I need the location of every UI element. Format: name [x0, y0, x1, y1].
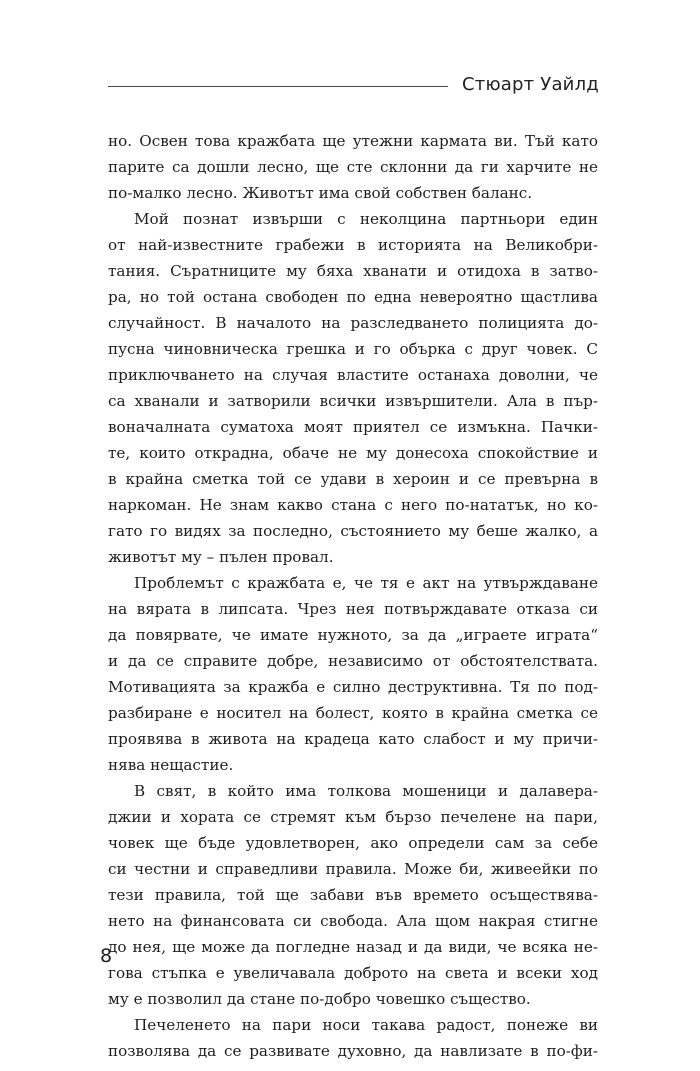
text-line: Мотивацията за кражба е силно деструктивна. Тя по под-: [108, 678, 598, 696]
paragraph-end-line: нява нещастие.: [108, 756, 234, 774]
text-line: позволява да се развивате духовно, да навлизате в по-фи-: [108, 1042, 598, 1060]
text-line: и да се справите добре, независимо от обстоятелствата.: [108, 652, 598, 670]
paragraph-end-line: животът му – пълен провал.: [108, 548, 334, 566]
text-line: в крайна сметка той се удави в хероин и се превърна в: [108, 470, 598, 488]
text-line: проявява в живота на крадеца като слабост и му причи-: [108, 730, 598, 748]
text-line: са хванали и затворили всички извършители. Ала в пър-: [108, 392, 598, 410]
header-rule: [108, 86, 448, 87]
text-line: парите са дошли лесно, ще сте склонни да ги харчите не: [108, 158, 598, 176]
paragraph-start-line: В свят, в който има толкова мошеници и далавера-: [134, 782, 598, 800]
text-line: от най-известните грабежи в историята на Великобри-: [108, 236, 598, 254]
text-line: джии и хората се стремят към бързо печелене на пари,: [108, 808, 598, 826]
text-line: те, които открадна, обаче не му донесоха спокойствие и: [108, 444, 598, 462]
paragraph-start-line: Печеленето на пари носи такава радост, понеже ви: [134, 1016, 598, 1034]
text-line: наркоман. Не знам какво стана с него по-нататък, но ко-: [108, 496, 598, 514]
text-line: нето на финансовата си свобода. Ала щом накрая стигне: [108, 912, 598, 930]
text-line: човек ще бъде удовлетворен, ако определи сам за себе: [108, 834, 598, 852]
text-line: пусна чиновническа грешка и го обърка с друг човек. С: [108, 340, 598, 358]
text-line: тези правила, той ще забави във времето осъществява-: [108, 886, 598, 904]
text-line: приключването на случая властите останаха доволни, че: [108, 366, 598, 384]
text-line: на вярата в липсата. Чрез нея потвърждавате отказа си: [108, 600, 598, 618]
paragraph-end-line: по-малко лесно. Животът има свой собствен баланс.: [108, 184, 533, 202]
text-line: разбиране е носител на болест, която в крайна сметка се: [108, 704, 598, 722]
text-line: но. Освен това кражбата ще утежни кармата ви. Тъй като: [108, 132, 598, 150]
text-line: тания. Съратниците му бяха хванати и отидоха в затво-: [108, 262, 598, 280]
text-line: до нея, ще може да погледне назад и да види, че всяка не-: [108, 938, 598, 956]
text-line: воначалната суматоха моят приятел се измъкна. Пачки-: [108, 418, 598, 436]
text-line: случайност. В началото на разследването полицията до-: [108, 314, 598, 332]
text-line: гова стъпка е увеличавала доброто на света и всеки ход: [108, 964, 598, 982]
paragraph-end-line: му е позволил да стане по-добро човешко същество.: [108, 990, 531, 1008]
running-header-author: Стюарт Уайлд: [462, 74, 599, 95]
paragraph-start-line: Мой познат извърши с неколцина партньори един: [134, 210, 598, 228]
text-line: да повярвате, че имате нужното, за да „играете играта“: [108, 626, 598, 644]
text-line: си честни и справедливи правила. Може би, живеейки по: [108, 860, 598, 878]
page-number: 8: [100, 945, 113, 967]
paragraph-start-line: Проблемът с кражбата е, че тя е акт на утвърждаване: [134, 574, 598, 592]
body-text: [108, 128, 598, 1064]
text-line: ра, но той остана свободен по една невероятно щастлива: [108, 288, 598, 306]
text-line: гато го видях за последно, състоянието му беше жалко, а: [108, 522, 598, 540]
